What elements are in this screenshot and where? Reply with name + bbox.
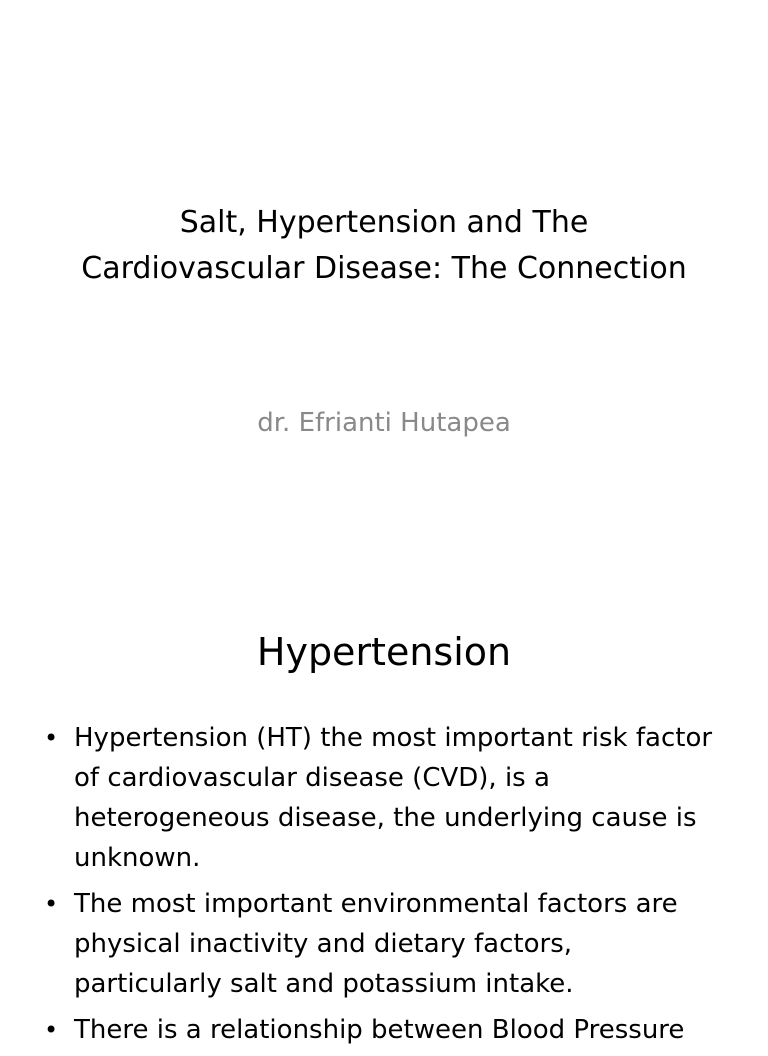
bullet-text: There is a relationship between Blood Pressure [74, 1015, 685, 1045]
bullet-icon: • [44, 890, 59, 918]
bullet-text: Hypertension (HT) the most important risk factor of cardiovascular disease (CVD), is a heterogeneous disease, the underlying cause is unknown. [74, 723, 713, 873]
list-item [0, 718, 768, 878]
title-line-1: Salt, Hypertension and The [179, 205, 589, 240]
list-item [0, 1010, 768, 1050]
title-line-2: Cardiovascular Disease: The Connection [81, 251, 687, 286]
bullet-text: The most important environmental factors are physical inactivity and dietary factors, particularly salt and potassium intake. [74, 889, 678, 999]
author-name: dr. Efrianti Hutapea [257, 408, 511, 438]
bullet-icon: • [44, 724, 59, 752]
presentation-title [0, 200, 768, 292]
list-item [0, 884, 768, 1004]
bullet-list [0, 718, 768, 1056]
slide-heading: Hypertension [256, 630, 512, 674]
slide-hypertension [0, 576, 768, 1045]
bullet-icon: • [44, 1016, 59, 1044]
